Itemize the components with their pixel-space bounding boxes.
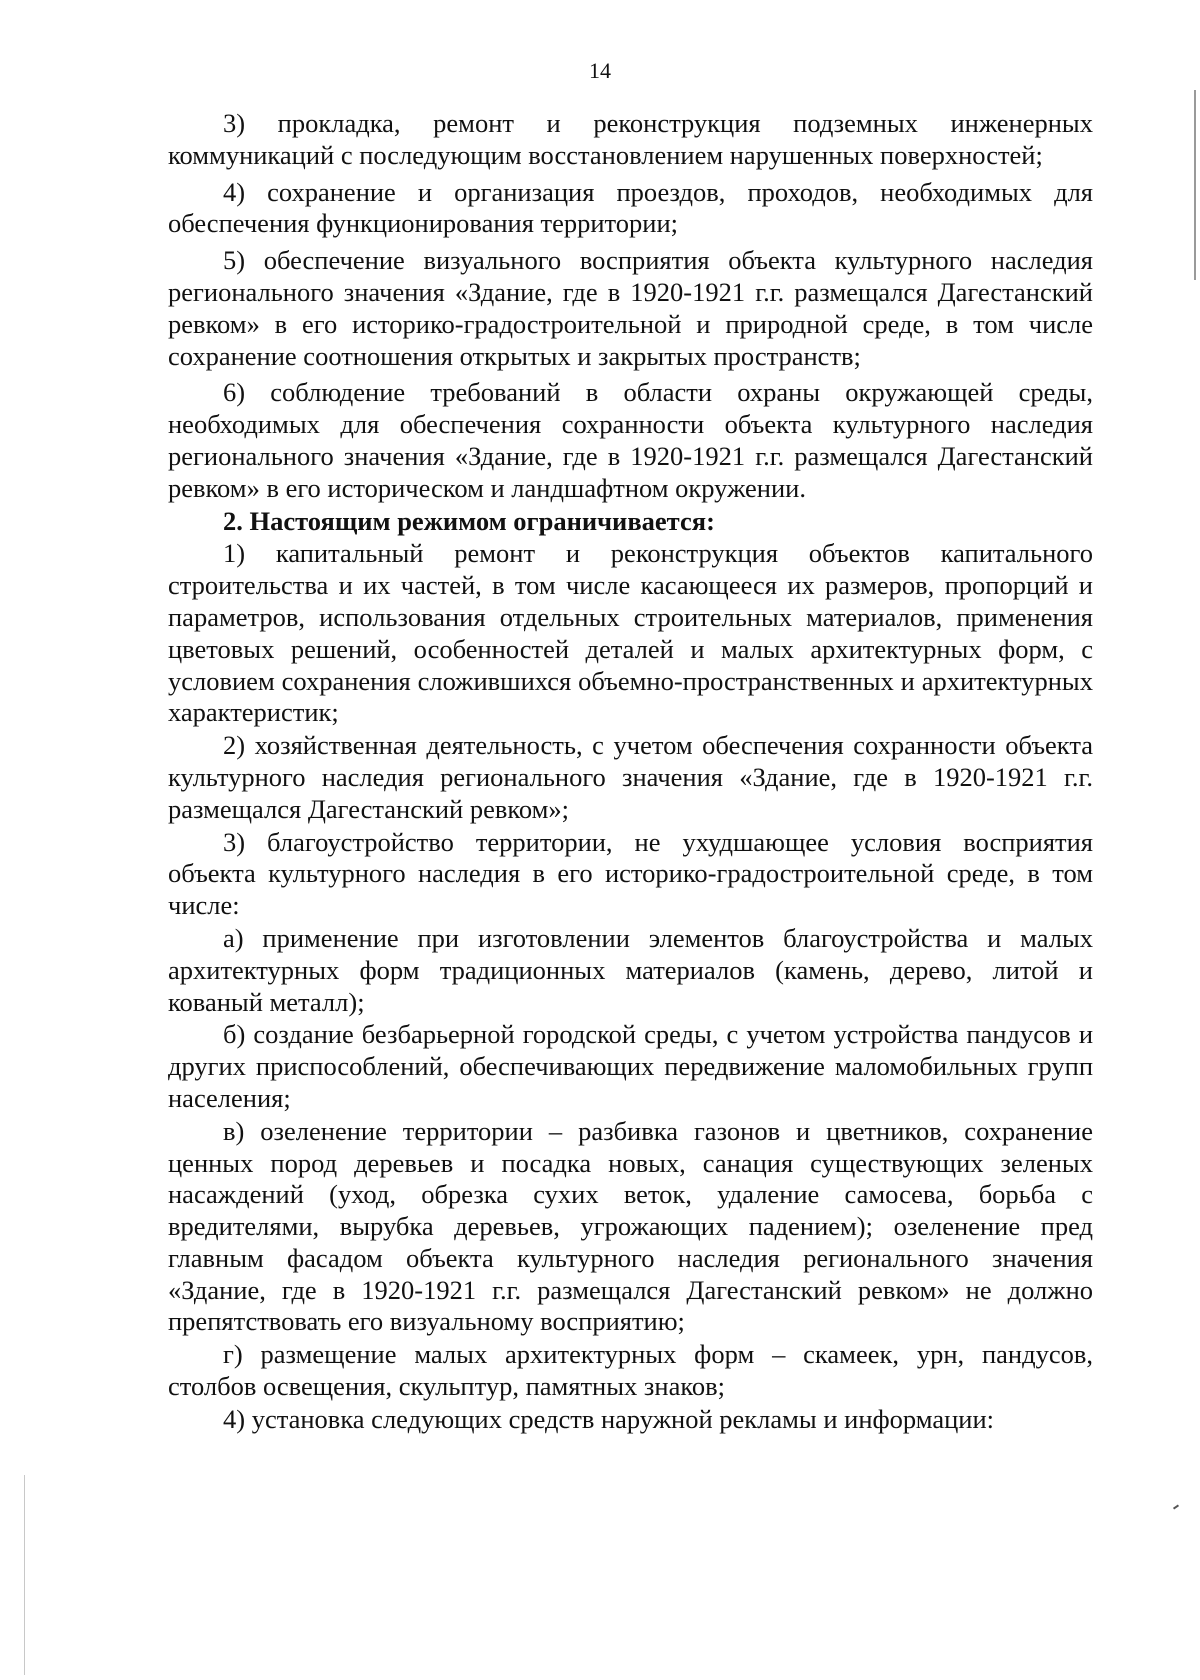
section-heading: 2. Настоящим режимом ограничивается: [223,505,715,536]
paragraph-item-6: 6) соблюдение требований в области охраны окружающей среды, необходимых для обеспечения сохранности объекта культурного наследия регионального значения «Здание, где в 1920-1921 г.г. размещался Дагестанский ревком» в его историческом и ландшафтном окружении. [168,377,1093,503]
section-subitem-a: а) применение при изготовлении элементов благоустройства и малых архитектурных форм традиционных материалов (камень, дерево, литой и кованый металл); [168,922,1093,1017]
section-item-3: 3) благоустройство территории, не ухудшающее условия восприятия объекта культурного наследия в его историко-градостроительной среде, в том числе: [168,826,1093,921]
scan-edge-line [24,1475,25,1675]
scan-edge-line [1194,90,1196,280]
paragraph-item-5: 5) обеспечение визуального восприятия объекта культурного наследия регионального значения «Здание, где в 1920-1921 г.г. размещался Дагестанский ревком» в его историко-градостроительной и природной среде, в том числе сохранение соотношения открытых и закрытых пространств; [168,245,1093,371]
scan-speck [1173,1504,1179,1509]
page-number: 14 [589,58,611,83]
section-subitem-g: г) размещение малых архитектурных форм – скамеек, урн, пандусов, столбов освещения, скульптур, памятных знаков; [168,1339,1093,1402]
section-item-4: 4) установка следующих средств наружной рекламы и информации: [223,1403,995,1434]
paragraph-item-4: 4) сохранение и организация проездов, проходов, необходимых для обеспечения функционирования территории; [168,176,1093,239]
section-subitem-b: б) создание безбарьерной городской среды, с учетом устройства пандусов и других приспособлений, обеспечивающих передвижение маломобильных групп населения; [168,1019,1093,1113]
section-item-2: 2) хозяйственная деятельность, с учетом обеспечения сохранности объекта культурного наследия регионального значения «Здание, где в 1920-1921 г.г. размещался Дагестанский ревком»; [168,730,1093,824]
section-item-1: 1) капитальный ремонт и реконструкция объектов капитального строительства и их частей, в том числе касающееся их размеров, пропорций и параметров, использования отдельных строительных материалов, применения цветовых решений, особенностей деталей и малых архитектурных форм, с условием сохранения сложившихся объемно-пространственных и архитектурных характеристик; [168,538,1093,728]
section-subitem-v: в) озеленение территории – разбивка газонов и цветников, сохранение ценных пород деревьев и посадка новых, санация существующих зеленых насаждений (уход, обрезка сухих веток, удаление самосева, борьба с вредителями, вырубка деревьев, угрожающих падением); озеленение пред главным фасадом объекта культурного наследия регионального значения «Здание, где в 1920-1921 г.г. размещался Дагестанский ревком» не должно препятствовать его визуальному восприятию; [168,1115,1093,1337]
paragraph-item-3: 3) прокладка, ремонт и реконструкция подземных инженерных коммуникаций с последующим восстановлением нарушенных поверхностей; [168,108,1093,170]
document-body [168,108,1093,1437]
